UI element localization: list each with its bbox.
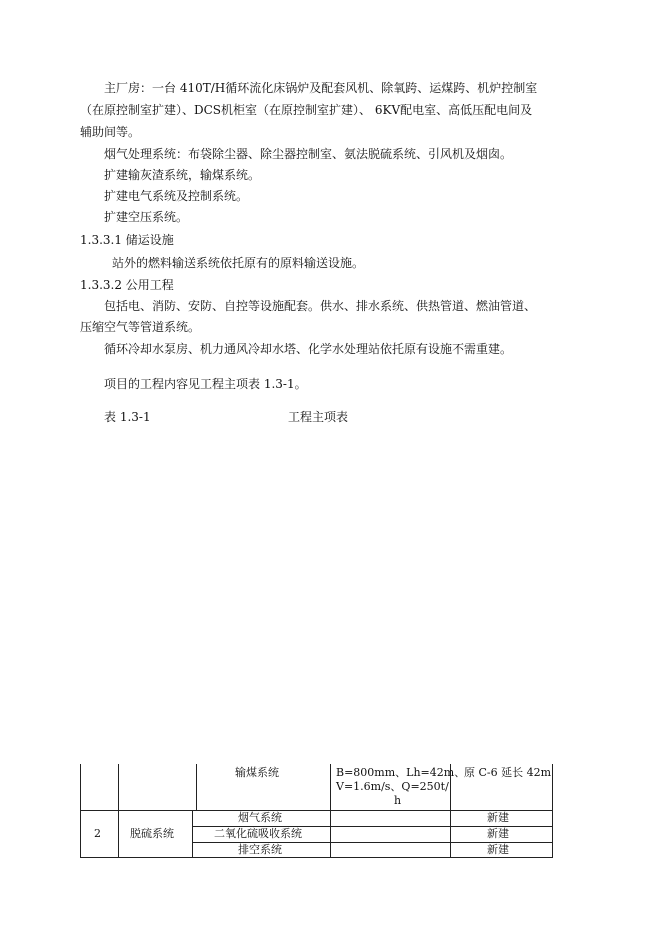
paragraph-electrical: 扩建电气系统及控制系统。 [104,189,249,203]
cell-coal-param-line1: B=800mm、Lh=42m、 [336,766,466,779]
heading-storage-transport: 1.3.3.1 储运设施 [80,233,174,247]
table-border-left [80,764,81,858]
table-title: 工程主项表 [288,410,349,424]
table-col-divider-2-upper [196,764,197,810]
table-col-divider-2-lower [192,810,193,858]
table-row-divider-1 [80,810,553,811]
paragraph-air-compression: 扩建空压系统。 [104,210,189,224]
table-col-divider-1 [118,764,119,858]
cell-group-number: 2 [94,827,101,840]
paragraph-main-building-line2: （在原控制室扩建）、DCS机柜室（在原控制室扩建）、 6KV配电室、高低压配电间及 [80,103,533,117]
cell-flue-gas-note: 新建 [487,811,509,824]
paragraph-cooling-water: 循环冷却水泵房、机力通风冷却水塔、化学水处理站依托原有设施不需重建。 [104,342,513,356]
project-items-table [80,764,553,858]
paragraph-ash-conveying: 扩建输灰渣系统，输煤系统。 [104,168,261,182]
table-col-divider-3 [330,764,331,858]
cell-coal-system-name: 输煤系统 [235,766,279,779]
table-border-right [552,764,553,858]
paragraph-fuel-transport: 站外的燃料输送系统依托原有的原料输送设施。 [112,256,365,270]
table-number-label: 表 1.3-1 [104,410,151,424]
cell-vent-system-name: 排空系统 [238,843,282,856]
paragraph-main-building-line1: 主厂房：一台 410T/H循环流化床锅炉及配套风机、除氧跨、运煤跨、机炉控制室 [104,81,538,95]
cell-so2-absorption-note: 新建 [487,827,509,840]
paragraph-utilities-line1: 包括电、消防、安防、自控等设施配套。供水、排水系统、供热管道、燃油管道、 [104,299,537,313]
cell-group-name: 脱硫系统 [130,827,174,840]
cell-so2-absorption-name: 二氧化硫吸收系统 [214,827,302,840]
paragraph-utilities-line2: 压缩空气等管道系统。 [80,320,201,334]
paragraph-flue-gas: 烟气处理系统：布袋除尘器、除尘器控制室、氨法脱硫系统、引风机及烟囱。 [104,147,513,161]
cell-vent-system-note: 新建 [487,843,509,856]
table-border-bottom [80,857,553,858]
cell-coal-param-line3: h [394,794,402,807]
paragraph-table-reference: 项目的工程内容见工程主项表 1.3-1。 [104,377,307,391]
heading-public-works: 1.3.3.2 公用工程 [80,278,174,292]
cell-flue-gas-name: 烟气系统 [238,811,282,824]
cell-coal-note: 原 C-6 延长 42m [464,766,552,779]
cell-coal-param-line2: V=1.6m/s、Q=250t/ [336,780,449,793]
paragraph-main-building-line3: 辅助间等。 [80,125,141,139]
